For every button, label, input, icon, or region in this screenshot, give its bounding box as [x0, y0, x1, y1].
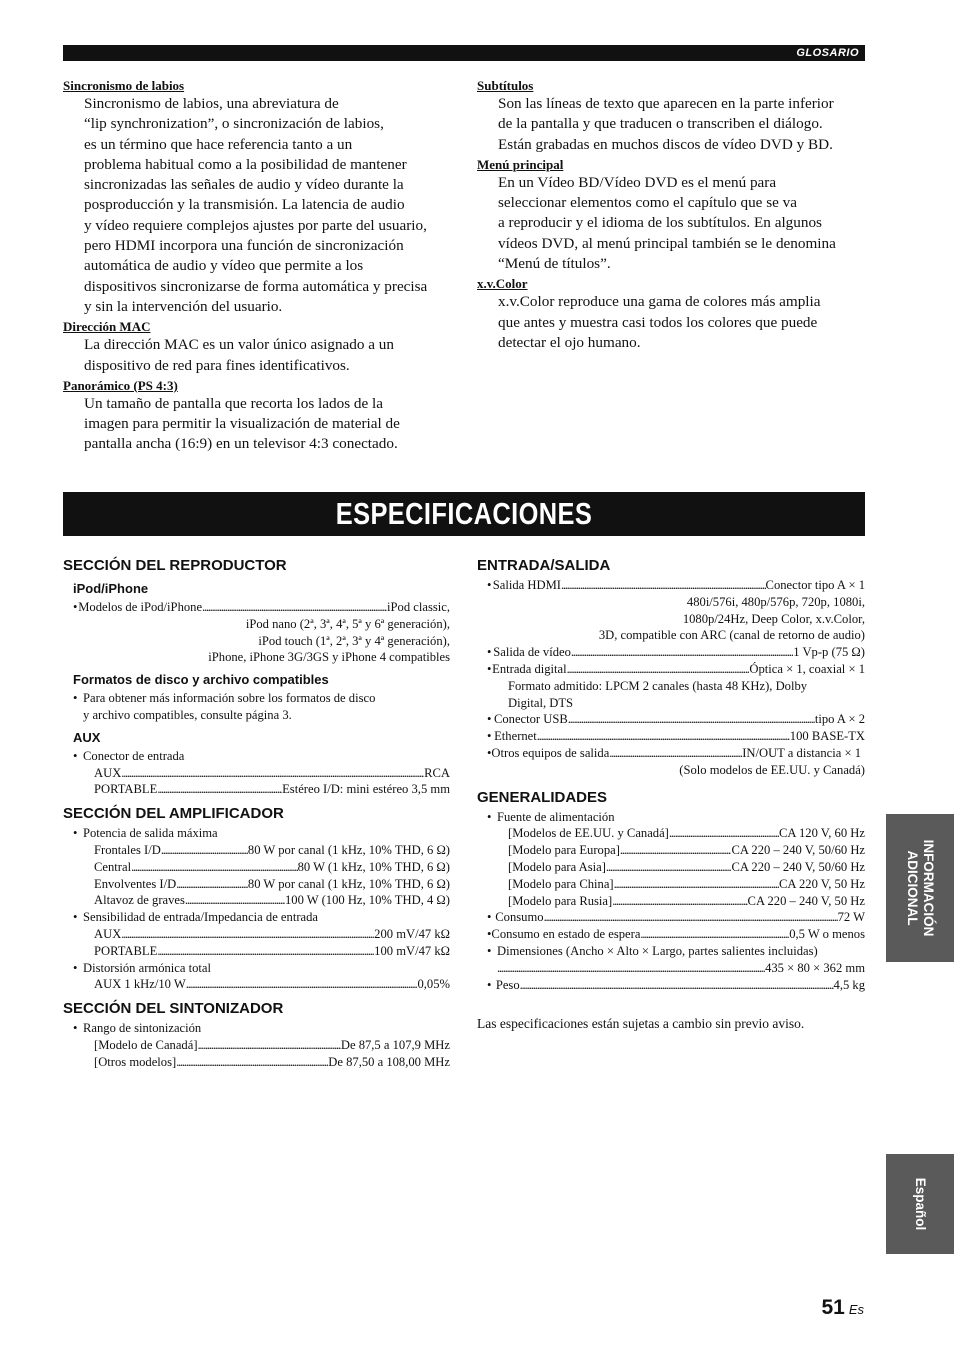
- glossary-term: Dirección MAC: [63, 319, 151, 335]
- glossary-term: Subtítulos: [477, 78, 534, 93]
- spec-label: [Modelo para Asia]: [508, 859, 606, 874]
- spec-row: [477, 842, 865, 859]
- spec-row: [477, 745, 865, 762]
- spec-value: tipo A × 2: [814, 712, 865, 727]
- spec-label: Dimensiones (Ancho × Alto × Largo, partes salientes incluidas): [497, 943, 818, 958]
- glossary-term: Menú principal: [477, 156, 564, 172]
- spec-row: [477, 577, 865, 594]
- spec-text: [63, 690, 450, 707]
- spec-value: 100 BASE-TX: [789, 729, 865, 744]
- spec-value: 80 W (1 kHz, 10% THD, 6 Ω): [297, 859, 450, 874]
- spec-continuation: 1080p/24Hz, Deep Color, x.v.Color,: [682, 611, 865, 626]
- subsection-heading: AUX: [73, 729, 101, 745]
- spec-continuation: Formato admitido: LPCM 2 canales (hasta 48 KHz), Dolby: [508, 678, 808, 693]
- spec-value: Conector tipo A × 1: [765, 578, 865, 592]
- side-tab-language: [886, 1154, 954, 1254]
- spec-label: PORTABLE: [94, 943, 158, 958]
- spec-value: RCA: [424, 765, 450, 780]
- specs-right-column: [477, 553, 865, 1032]
- bullet: •: [73, 826, 78, 841]
- text-line: dispositivo de red para fines identificativos.: [84, 356, 350, 374]
- spec-row: [63, 859, 450, 876]
- spec-label: PORTABLE: [94, 782, 158, 797]
- text-line: Están grabadas en muchos discos de vídeo DVD y BD.: [498, 135, 833, 153]
- text-line: automática de audio y vídeo que permite a los: [84, 257, 364, 275]
- bullet: •: [73, 910, 78, 925]
- text-line: x.v.Color reproduce una gama de colores más amplia: [498, 293, 821, 311]
- spec-value: 80 W por canal (1 kHz, 10% THD, 6 Ω): [247, 876, 450, 891]
- spec-value: CA 120 V, 60 Hz: [779, 826, 865, 841]
- spec-row: [477, 960, 865, 977]
- spec-label: Entrada digital: [492, 661, 567, 676]
- spec-item: [477, 809, 865, 826]
- spec-value: 100 mV/47 kΩ: [374, 943, 450, 958]
- specs-title-bar: [63, 492, 865, 536]
- leader-dots: [568, 711, 815, 728]
- spec-label: [Otros modelos]: [94, 1054, 177, 1069]
- spec-label: Consumo en estado de espera: [491, 927, 641, 942]
- leader-dots: [620, 842, 732, 859]
- spec-label: Ethernet: [494, 729, 537, 744]
- subsection-heading: Formatos de disco y archivo compatibles: [73, 672, 329, 688]
- text-line: dispositivos sincronizarse de forma automática y precisa: [84, 277, 428, 295]
- bullet: •: [73, 600, 78, 614]
- leader-dots: [606, 859, 732, 876]
- leader-dots: [537, 728, 790, 745]
- spec-label: Modelos de iPod/iPhone: [78, 600, 203, 614]
- spec-value: 80 W por canal (1 kHz, 10% THD, 6 Ω): [247, 842, 450, 857]
- section-heading: SECCIÓN DEL AMPLIFICADOR: [63, 805, 284, 823]
- bullet: •: [487, 977, 492, 992]
- spec-row: [63, 842, 450, 859]
- text-line: detectar el ojo humano.: [498, 333, 641, 351]
- text-line: Para obtener más información sobre los formatos de disco: [83, 691, 376, 706]
- glossary-definition: [63, 335, 463, 376]
- leader-dots: [157, 781, 282, 798]
- spec-row: [477, 926, 865, 943]
- glossary-term: Panorámico (PS 4:3): [63, 377, 178, 393]
- spec-continuation: iPod nano (2ª, 3ª, 4ª, 5ª y 6ª generación),: [245, 616, 450, 631]
- spec-value: CA 220 – 240 V, 50/60 Hz: [731, 843, 865, 858]
- spec-continuation: 3D, compatible con ARC (canal de retorno de audio): [598, 628, 865, 643]
- spec-label: Envolventes I/D: [94, 876, 177, 891]
- page-number-value: 51: [821, 1296, 845, 1319]
- spec-value: iPod classic,: [387, 600, 450, 614]
- spec-label: Peso: [495, 977, 520, 992]
- leader-dots: [198, 1037, 341, 1054]
- glossary-definition: [477, 94, 867, 155]
- glossary-term: x.v.Color: [477, 276, 528, 292]
- text-line: imagen para permitir la visualización de material de: [84, 415, 400, 433]
- bullet: •: [487, 927, 492, 942]
- spec-label: Distorsión armónica total: [83, 960, 212, 975]
- text-line: pero HDMI incorpora una función de sincronización: [84, 237, 404, 255]
- spec-label: AUX: [94, 765, 122, 780]
- spec-continuation: Digital, DTS: [508, 695, 574, 710]
- leader-dots: [131, 859, 297, 876]
- leader-dots: [520, 977, 834, 994]
- page-title: ESPECIFICACIONES: [335, 496, 593, 531]
- spec-label: Fuente de alimentación: [497, 809, 615, 824]
- text-line: Son las líneas de texto que aparecen en la parte inferior: [498, 95, 834, 112]
- bullet: •: [73, 960, 78, 975]
- spec-label: Conector de entrada: [83, 748, 185, 763]
- spec-value: CA 220 V, 50 Hz: [779, 876, 865, 891]
- text-line: y sin la intervención del usuario.: [84, 297, 283, 315]
- text-line: Sincronismo de labios, una abreviatura de: [84, 95, 339, 112]
- leader-dots: [669, 825, 779, 842]
- leader-dots: [614, 876, 779, 893]
- side-tab-line: ADICIONAL: [905, 850, 920, 926]
- text-line: En un Vídeo BD/Vídeo DVD es el menú para: [498, 173, 777, 191]
- spec-row: [63, 599, 450, 616]
- spec-value: 72 W: [837, 910, 865, 925]
- spec-continuation: (Solo modelos de EE.UU. y Canadá): [679, 762, 865, 777]
- glossary-definition: [63, 94, 463, 317]
- glossary-definition: [63, 394, 463, 455]
- spec-label: Otros equipos de salida: [491, 745, 610, 760]
- spec-label: Frontales I/D: [94, 842, 161, 857]
- spec-value: 4,5 kg: [833, 977, 865, 992]
- spec-value: 1 Vp-p (75 Ω): [793, 645, 865, 660]
- spec-label: AUX 1 kHz/10 W: [94, 977, 186, 992]
- spec-row: [477, 661, 865, 678]
- spec-row: [477, 977, 865, 994]
- spec-row: [477, 893, 865, 910]
- spec-value: CA 220 – 240 V, 50 Hz: [747, 893, 865, 908]
- glossary-definition: [477, 173, 867, 274]
- leader-dots: [609, 745, 742, 762]
- glossary-right-column: [477, 76, 867, 353]
- spec-row: [477, 644, 865, 661]
- spec-item: [477, 943, 865, 960]
- bullet: •: [487, 578, 492, 592]
- bullet: •: [73, 1021, 78, 1036]
- header-bar: [63, 45, 865, 61]
- spec-row: [63, 976, 450, 993]
- spec-row: [63, 876, 450, 893]
- spec-item: [63, 825, 450, 842]
- spec-item: [63, 748, 450, 765]
- spec-row: [477, 859, 865, 876]
- spec-label: Central: [94, 859, 132, 874]
- text-line: sincronizadas las señales de audio y vídeo durante la: [84, 176, 404, 194]
- spec-label: Altavoz de graves: [94, 893, 185, 908]
- spec-value: 0,5 W o menos: [789, 927, 865, 942]
- bullet: •: [487, 910, 492, 925]
- spec-value: 200 mV/47 kΩ: [374, 926, 450, 941]
- leader-dots: [497, 960, 765, 977]
- glossary-term: Sincronismo de labios: [63, 78, 185, 93]
- spec-label: [Modelo para China]: [508, 876, 614, 891]
- text-line: pantalla ancha (16:9) en un televisor 4:3 conectado.: [84, 435, 398, 453]
- bullet: •: [487, 943, 492, 958]
- leader-dots: [176, 1054, 328, 1071]
- text-line: vídeos DVD, al menú principal también se le denomina: [498, 234, 836, 252]
- text-line: a reproducir y el idioma de los subtítulos. En algunos: [498, 214, 822, 232]
- spec-label: Consumo: [495, 910, 544, 925]
- spec-row: [63, 1054, 450, 1071]
- bullet: •: [73, 748, 78, 763]
- leader-dots: [640, 926, 789, 943]
- spec-row: [477, 909, 865, 926]
- spec-value: 0,05%: [417, 977, 450, 992]
- spec-label: [Modelo de Canadá]: [94, 1037, 198, 1052]
- subsection-heading: iPod/iPhone: [73, 581, 149, 596]
- spec-label: Sensibilidad de entrada/Impedancia de entrada: [83, 910, 318, 925]
- section-heading: SECCIÓN DEL REPRODUCTOR: [63, 557, 287, 574]
- spec-row: [477, 876, 865, 893]
- text-line: problema habitual como a la posibilidad de mantener: [84, 155, 407, 173]
- bullet: •: [487, 712, 492, 727]
- spec-value: De 87,5 a 107,9 MHz: [340, 1037, 450, 1052]
- spec-value: 435 × 80 × 362 mm: [765, 960, 865, 975]
- section-heading: ENTRADA/SALIDA: [477, 557, 611, 574]
- section-label: GLOSARIO: [796, 47, 859, 59]
- spec-row: [477, 728, 865, 745]
- leader-dots: [161, 842, 248, 859]
- section-heading: SECCIÓN DEL SINTONIZADOR: [63, 1000, 284, 1018]
- leader-dots: [571, 644, 793, 661]
- spec-row: [63, 1037, 450, 1054]
- spec-continuation: 480i/576i, 480p/576p, 720p, 1080i,: [686, 594, 865, 609]
- specs-disclaimer: Las especificaciones están sujetas a cambio sin previo aviso.: [477, 1016, 805, 1032]
- spec-label: [Modelo para Europa]: [508, 843, 620, 858]
- spec-item: [63, 960, 450, 977]
- text-line: “Menú de títulos”.: [498, 255, 611, 273]
- spec-item: [63, 909, 450, 926]
- spec-label: [Modelos de EE.UU. y Canadá]: [508, 826, 669, 841]
- spec-value: Estéreo I/D: mini estéreo 3,5 mm: [282, 782, 450, 797]
- spec-row: [63, 926, 450, 943]
- leader-dots: [157, 943, 374, 960]
- leader-dots: [121, 926, 374, 943]
- leader-dots: [176, 876, 248, 893]
- bullet: •: [73, 691, 78, 706]
- spec-label: Salida HDMI: [492, 578, 561, 592]
- text-line: La dirección MAC es un valor único asignado a un: [84, 336, 394, 354]
- spec-label: Potencia de salida máxima: [83, 826, 218, 841]
- leader-dots: [185, 892, 285, 909]
- leader-dots: [202, 599, 387, 616]
- spec-label: Rango de sintonización: [83, 1021, 202, 1036]
- side-tab-informacion-adicional: [886, 814, 954, 962]
- section-heading: GENERALIDADES: [477, 788, 608, 806]
- spec-row: [63, 781, 450, 798]
- glossary-definition: [477, 292, 867, 353]
- spec-label: Salida de vídeo: [493, 645, 571, 660]
- spec-row: [477, 711, 865, 728]
- spec-value: CA 220 – 240 V, 50/60 Hz: [731, 859, 865, 874]
- leader-dots: [121, 765, 424, 782]
- spec-text: y archivo compatibles, consulte página 3.: [83, 707, 292, 722]
- bullet: •: [487, 661, 492, 676]
- spec-value: De 87,50 a 108,00 MHz: [328, 1054, 450, 1069]
- leader-dots: [567, 661, 750, 678]
- spec-item: [63, 1020, 450, 1037]
- spec-value: IN/OUT a distancia × 1: [742, 745, 861, 760]
- bullet: •: [487, 645, 492, 660]
- spec-label: AUX: [94, 926, 122, 941]
- spec-continuation: iPhone, iPhone 3G/3GS y iPhone 4 compatibles: [208, 650, 450, 665]
- text-line: de la pantalla y que traducen o transcriben el diálogo.: [498, 115, 823, 133]
- spec-value: 100 W (100 Hz, 10% THD, 4 Ω): [284, 893, 450, 908]
- spec-row: [63, 943, 450, 960]
- leader-dots: [612, 893, 747, 910]
- specs-left-column: [63, 553, 450, 1071]
- text-line: “lip synchronization”, o sincronización de labios,: [84, 115, 384, 133]
- page-number: [821, 1296, 864, 1320]
- bullet: •: [487, 809, 492, 824]
- bullet: •: [487, 729, 492, 744]
- bullet: •: [487, 745, 492, 760]
- text-line: seleccionar elementos como el capítulo que se va: [498, 194, 797, 212]
- leader-dots: [186, 976, 418, 993]
- text-line: y vídeo requiere complejos ajustes por parte del usuario,: [84, 216, 427, 234]
- glossary-left-column: [63, 76, 463, 455]
- spec-row: [477, 825, 865, 842]
- side-tab-label: [904, 840, 936, 937]
- text-line: posproducción y la transmisión. La latencia de audio: [84, 196, 405, 214]
- leader-dots: [544, 909, 838, 926]
- text-line: es un término que hace referencia tanto a un: [84, 135, 353, 153]
- text-line: Un tamaño de pantalla que recorta los lados de la: [84, 394, 383, 412]
- side-tab-label: Español: [913, 1177, 928, 1231]
- leader-dots: [561, 577, 766, 594]
- spec-value: Óptica × 1, coaxial × 1: [749, 661, 865, 676]
- side-tab-line: INFORMACIÓN: [921, 839, 936, 937]
- page-language-code: Es: [848, 1302, 864, 1317]
- spec-row: [63, 765, 450, 782]
- spec-row: [63, 892, 450, 909]
- spec-continuation: iPod touch (1ª, 2ª, 3ª y 4ª generación),: [258, 633, 450, 648]
- spec-label: Conector USB: [493, 712, 568, 727]
- text-line: que antes y muestra casi todos los colores que puede: [498, 313, 818, 331]
- spec-label: [Modelo para Rusia]: [508, 893, 613, 908]
